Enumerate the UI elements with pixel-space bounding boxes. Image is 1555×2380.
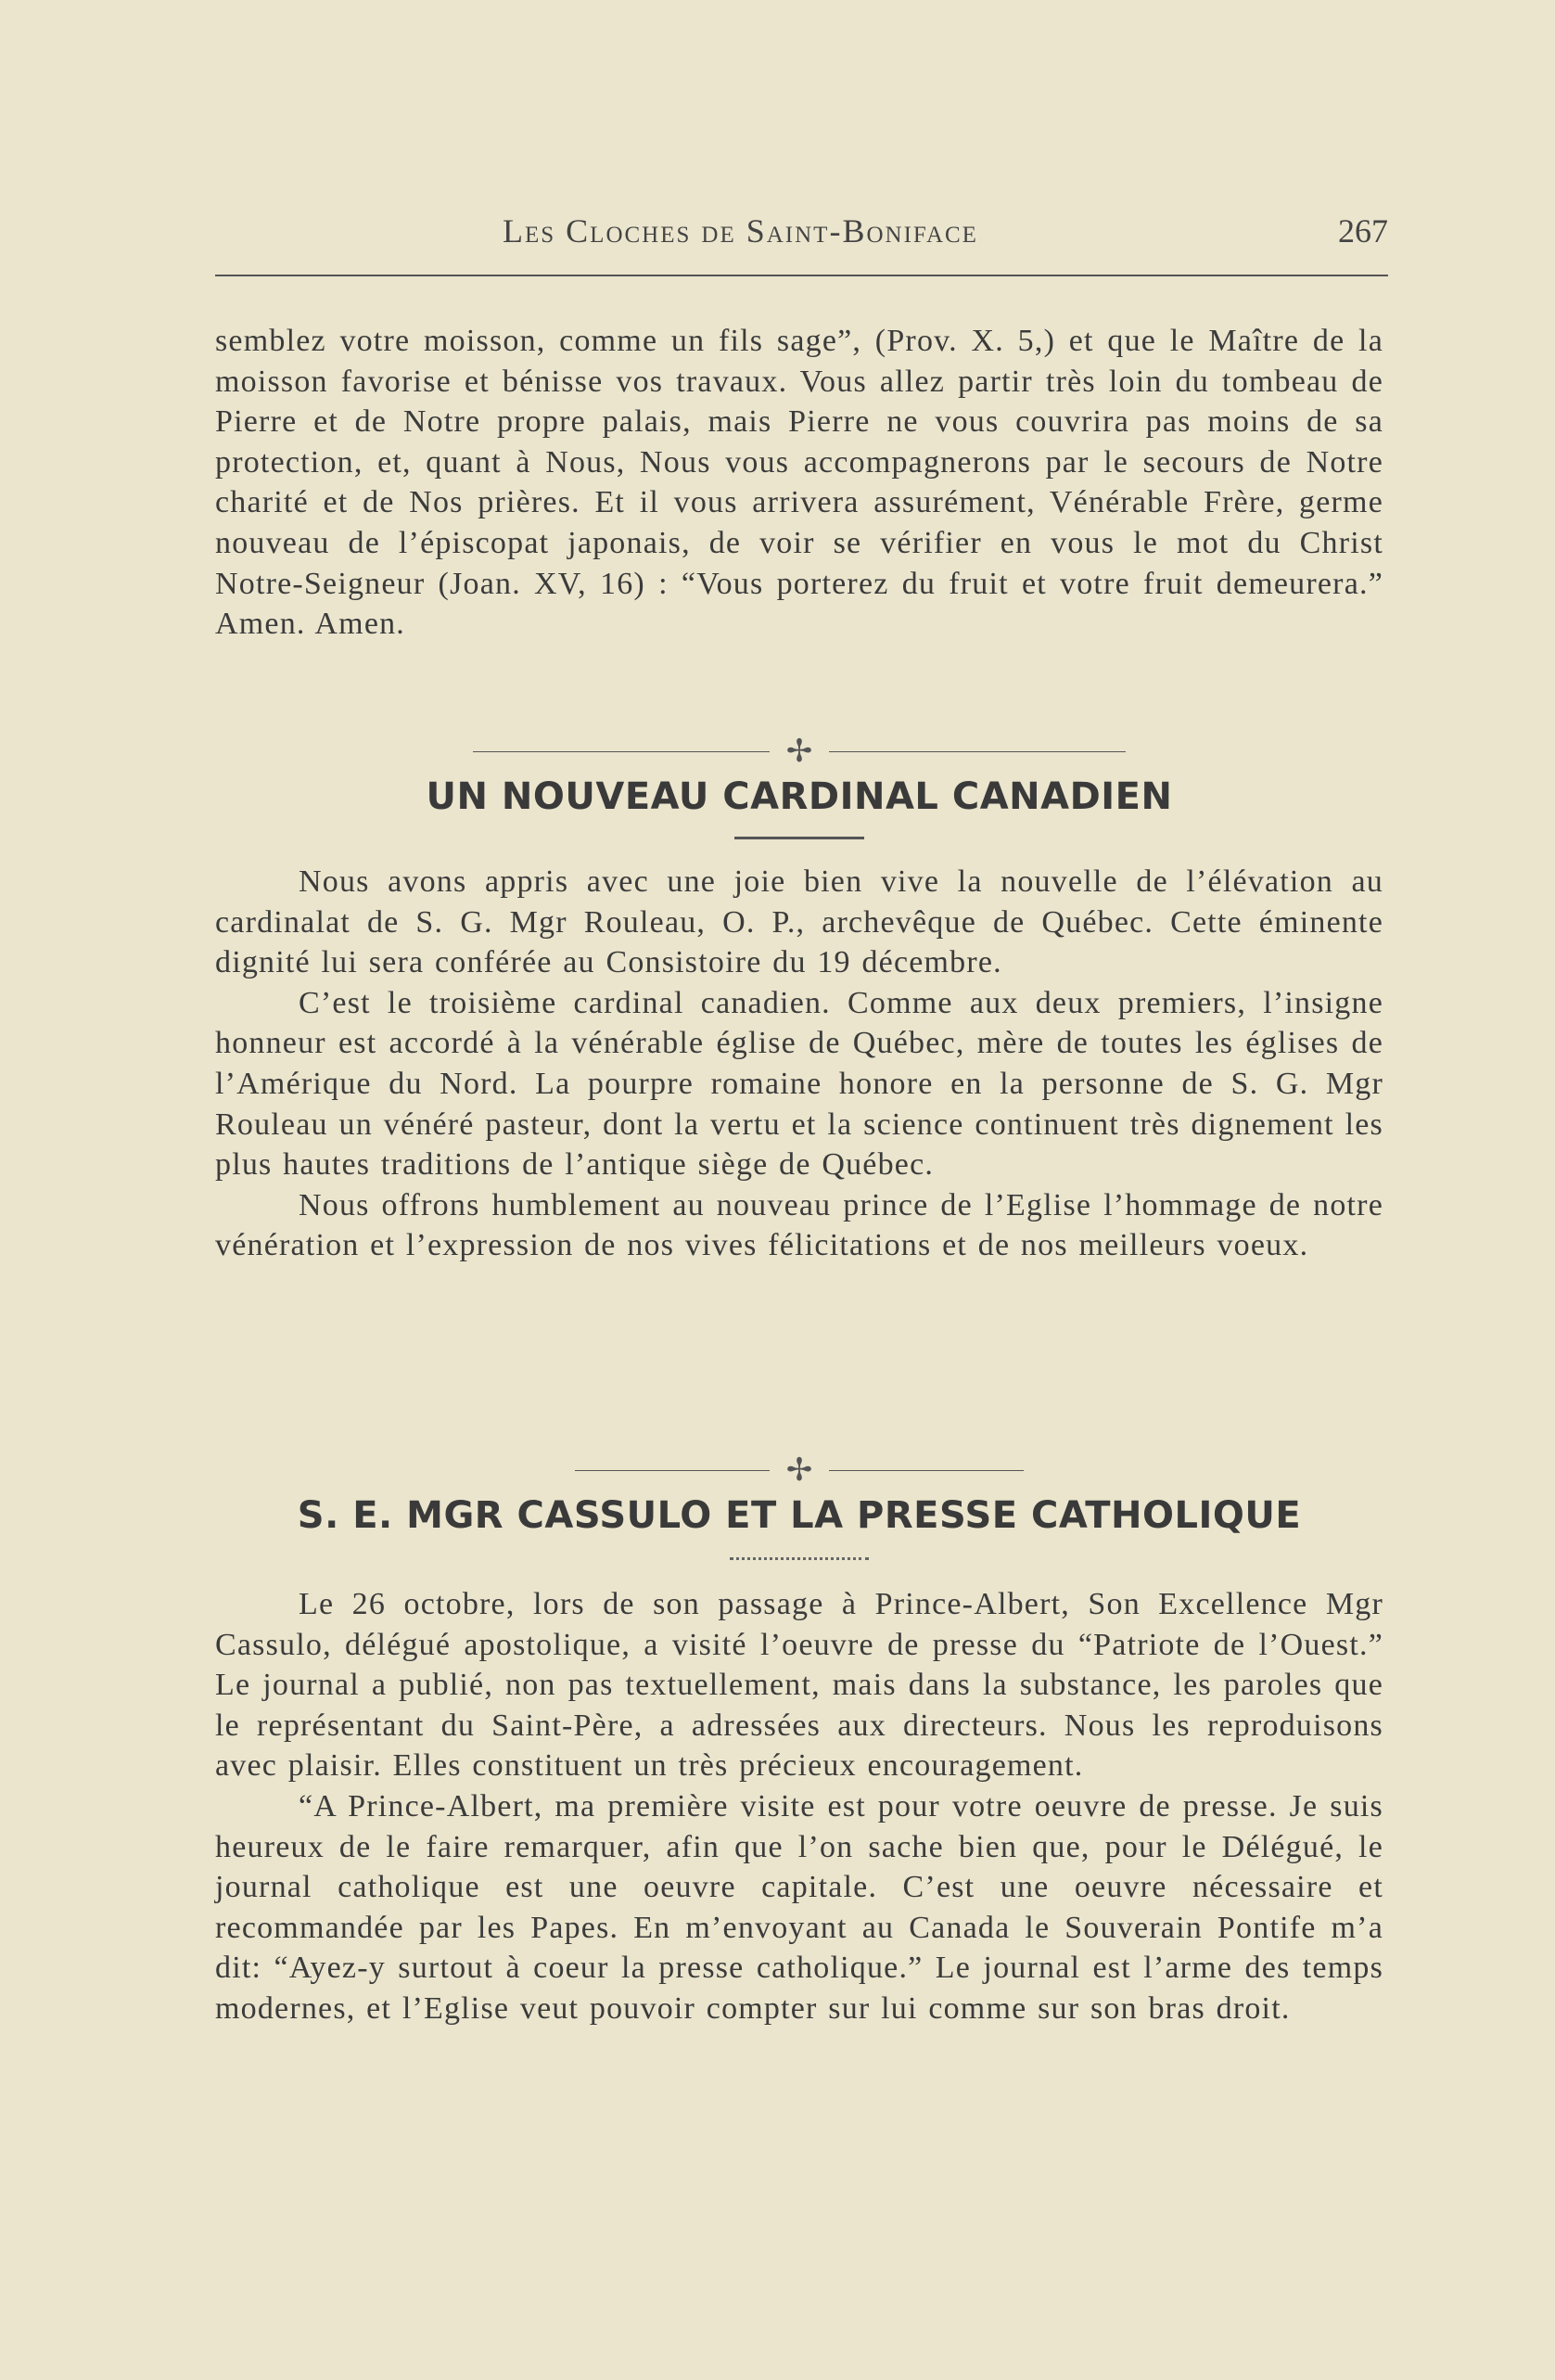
paragraph: “A Prince-Albert, ma première visite est pour votre oeuvre de presse. Je suis heureux de le faire remarquer, afin que l’on sache bien que, pour le Délégué, le journal catholique est une oeuvre capitale. C’est une oeuvre nécessaire et recommandée par les Papes. En m’envoyant au Canada le Souverain Pontife m’a dit: “Ayez-y surtout à coeur la presse catholique.” Le journal est l’arme des temps modernes, et l’Eglise veut pouvoir compter sur lui comme sur son bras droit.: [215, 1788, 1383, 2026]
divider-line-right: [829, 751, 1126, 752]
section-cardinal: [215, 733, 1383, 1266]
section-divider: [215, 1452, 1383, 1489]
paragraph: Nous offrons humblement au nouveau prince de l’Eglise l’hommage de notre vénération et l’expression de nos vives félicitations et de nos meilleurs voeux.: [215, 1187, 1383, 1263]
section-heading: UN NOUVEAU CARDINAL CANADIEN: [426, 775, 1173, 818]
divider-line-left: [575, 1470, 770, 1471]
paragraph: Le 26 octobre, lors de son passage à Prince-Albert, Son Excellence Mgr Cassulo, délégué apostolique, a visité l’oeuvre de presse du “Patriote de l’Ouest.” Le journal a publié, non pas textuellement, mais dans la substance, les paroles que le représentant du Saint-Père, a adressées aux directeurs. Nous les reproduisons avec plaisir. Elles constituent un très précieux encouragement.: [215, 1587, 1383, 1784]
section-heading: S. E. MGR CASSULO ET LA PRESSE CATHOLIQUE: [297, 1494, 1302, 1537]
cross-icon: ✢: [785, 733, 813, 770]
heading-rule: [730, 1557, 869, 1560]
paragraph: Nous avons appris avec une joie bien vive la nouvelle de l’élévation au cardinalat de S. G. Mgr Rouleau, O. P., archevêque de Québec. Cette éminente dignité lui sera conférée au Consistoire du 19 décembre.: [215, 864, 1383, 980]
heading-rule: [734, 837, 864, 839]
paragraph: semblez votre moisson, comme un fils sage”, (Prov. X. 5,) et que le Maître de la moisson favorise et bénisse vos travaux. Vous allez partir très loin du tombeau de Pierre et de Notre propre palais, mais Pierre ne vous couvrira pas moins de sa protection, et, quant à Nous, Nous vous accompagnerons par le secours de Notre charité et de Nos prières. Et il vous arrivera assurément, Vénérable Frère, germe nouveau de l’épiscopat japonais, de voir se vérifier en vous le mot du Christ Notre-Seigneur (Joan. XV, 16) : “Vous porterez du fruit et votre fruit demeurera.” Amen. Amen.: [215, 324, 1383, 642]
divider-line-right: [829, 1470, 1024, 1471]
running-header: [215, 204, 1388, 260]
section-continuation: [215, 321, 1383, 645]
header-rule: [215, 275, 1388, 276]
section-cassulo: [215, 1452, 1383, 2029]
section-divider: [215, 733, 1383, 770]
paragraph: C’est le troisième cardinal canadien. Comme aux deux premiers, l’insigne honneur est accordé à la vénérable église de Québec, mère de toutes les églises de l’Amérique du Nord. La pourpre romaine honore en la personne de S. G. Mgr Rouleau un vénéré pasteur, dont la vertu et la science continuent très dignement les plus hautes traditions de l’antique siège de Québec.: [215, 985, 1383, 1183]
cross-icon: ✢: [785, 1452, 813, 1489]
page-number: 267: [1338, 212, 1388, 250]
running-title: Les Cloches de Saint-Boniface: [503, 212, 978, 250]
divider-line-left: [473, 751, 770, 752]
